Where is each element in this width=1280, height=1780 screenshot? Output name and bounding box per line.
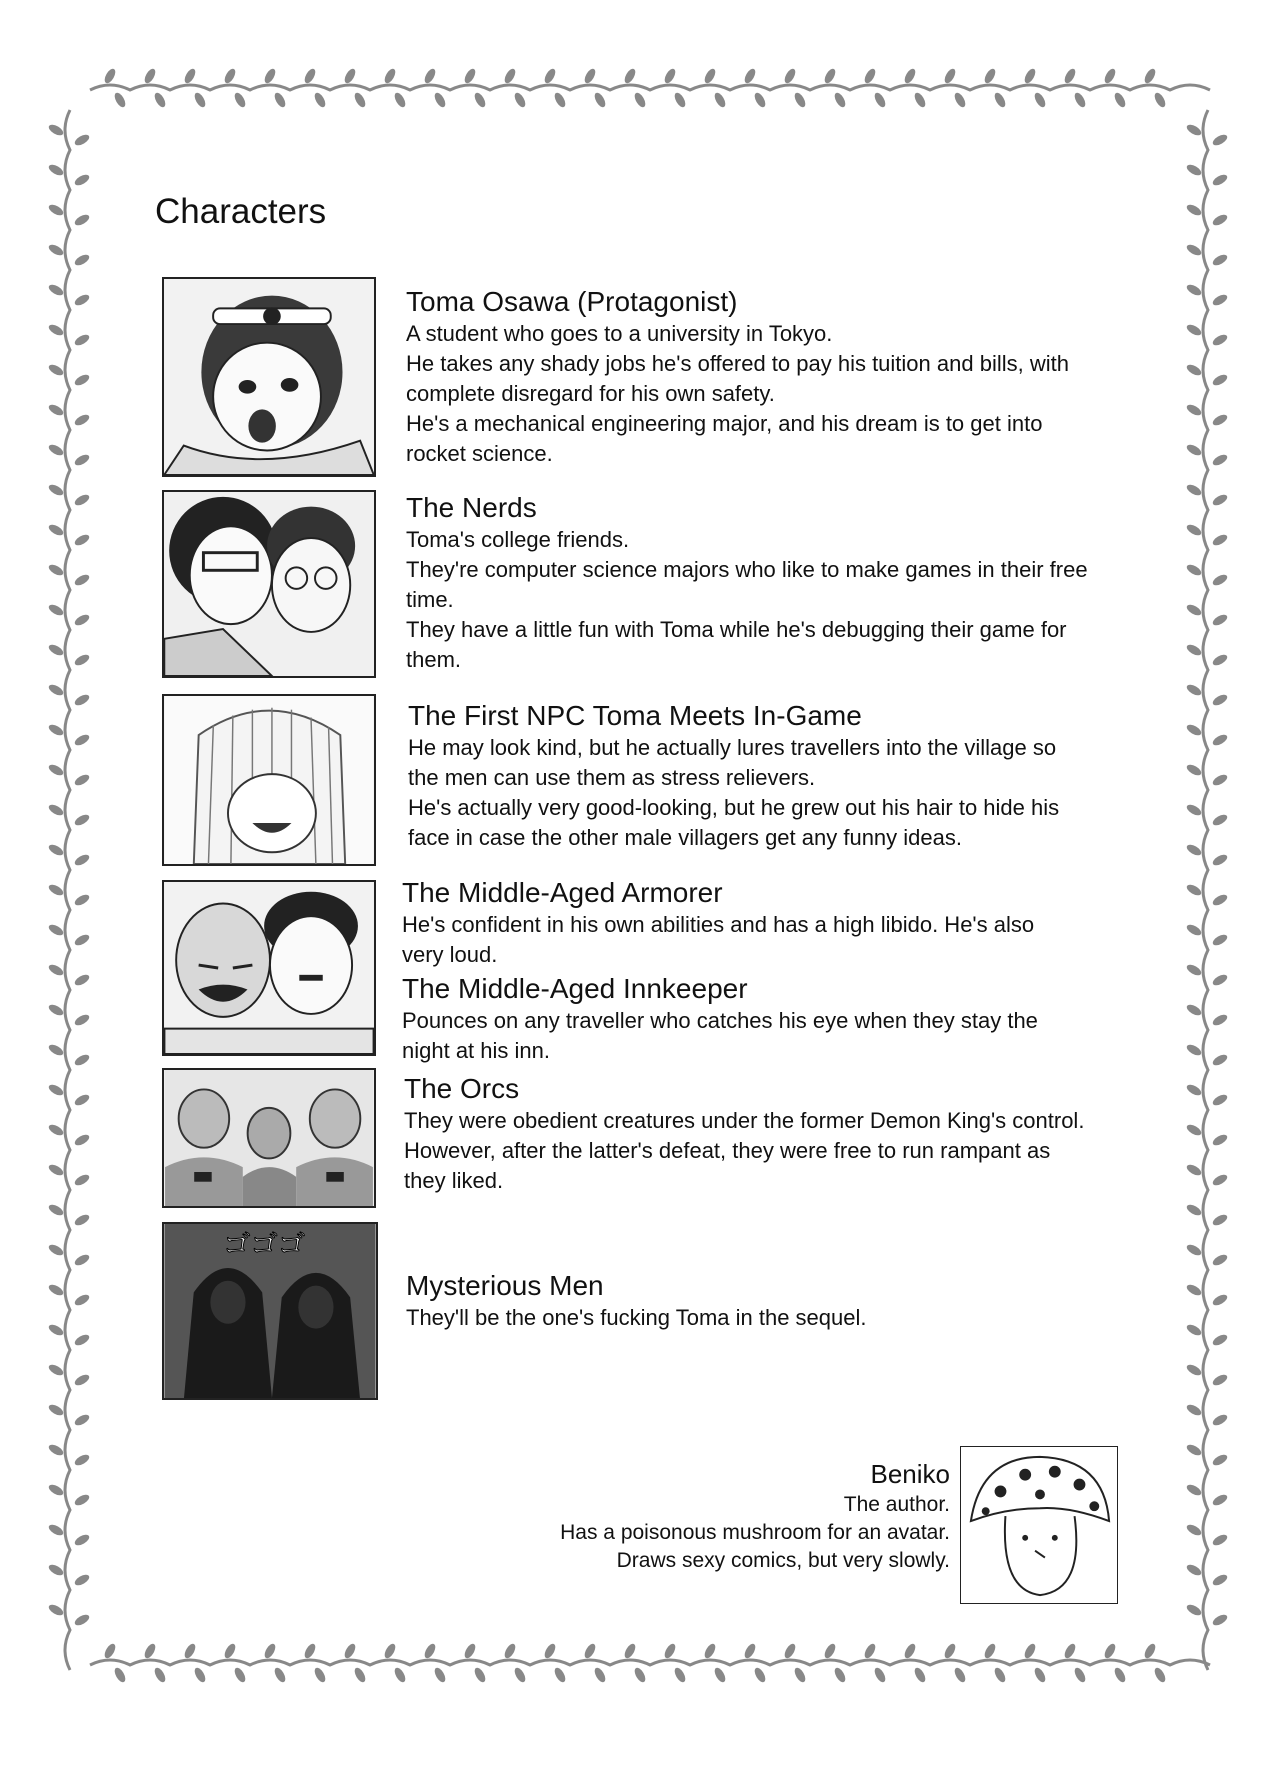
description-line: them. xyxy=(406,647,462,672)
author-name: Beniko xyxy=(870,1459,950,1489)
character-description xyxy=(406,525,1206,675)
description-line: very loud. xyxy=(402,942,498,967)
character-name: The First NPC Toma Meets In-Game xyxy=(408,700,862,731)
npc-portrait xyxy=(162,694,376,866)
description-line: complete disregard for his own safety. xyxy=(406,381,775,406)
description-line: They'll be the one's fucking Toma in the sequel. xyxy=(406,1305,867,1330)
toma-portrait xyxy=(162,277,376,477)
character-name: The Orcs xyxy=(404,1073,520,1104)
description-line: He's confident in his own abilities and has a high libido. He's also xyxy=(402,912,1035,937)
author-entry xyxy=(560,1458,950,1575)
character-entry xyxy=(402,877,1202,970)
character-name: Toma Osawa (Protagonist) xyxy=(406,286,738,317)
description-line: rocket science. xyxy=(406,441,553,466)
armorer-innkeeper-portrait xyxy=(162,880,376,1056)
description-line: the men can use them as stress relievers. xyxy=(408,765,816,790)
description-line: night at his inn. xyxy=(402,1038,550,1063)
author-description xyxy=(560,1491,950,1575)
orcs-portrait xyxy=(162,1068,376,1208)
description-line: Has a poisonous mushroom for an avatar. xyxy=(560,1521,950,1544)
svg-text:ゴゴゴ: ゴゴゴ xyxy=(223,1229,306,1261)
description-line: Pounces on any traveller who catches his eye when they stay the xyxy=(402,1008,1038,1033)
description-line: However, after the latter's defeat, they were free to run rampant as xyxy=(404,1138,1051,1163)
character-name: The Middle-Aged Armorer xyxy=(402,877,723,908)
mushroom-avatar-icon xyxy=(960,1446,1118,1604)
character-name: The Middle-Aged Innkeeper xyxy=(402,973,748,1004)
description-line: He's actually very good-looking, but he grew out his hair to hide his xyxy=(408,795,1060,820)
character-name: The Nerds xyxy=(406,492,537,523)
description-line: they liked. xyxy=(404,1168,504,1193)
description-line: He's a mechanical engineering major, and his dream is to get into xyxy=(406,411,1043,436)
nerds-portrait xyxy=(162,490,376,678)
description-line: face in case the other male villagers get any funny ideas. xyxy=(408,825,962,850)
character-entry xyxy=(408,700,1198,853)
character-description xyxy=(402,910,1202,970)
description-line: They're computer science majors who like to make games in their free xyxy=(406,557,1088,582)
description-line: Draws sexy comics, but very slowly. xyxy=(616,1549,950,1572)
character-name: Mysterious Men xyxy=(406,1270,604,1301)
character-description xyxy=(406,319,1196,469)
description-line: He may look kind, but he actually lures travellers into the village so xyxy=(408,735,1057,760)
description-line: A student who goes to a university in Tokyo. xyxy=(406,321,833,346)
character-entry xyxy=(404,1073,1204,1196)
character-entry xyxy=(406,286,1196,469)
mysterious-men-portrait xyxy=(162,1222,378,1400)
character-description xyxy=(406,1303,1206,1333)
character-description xyxy=(402,1006,1202,1066)
character-description xyxy=(404,1106,1204,1196)
description-line: He takes any shady jobs he's offered to pay his tuition and bills, with xyxy=(406,351,1069,376)
description-line: Toma's college friends. xyxy=(406,527,630,552)
page-title: Characters xyxy=(155,192,327,231)
description-line: time. xyxy=(406,587,454,612)
description-line: The author. xyxy=(843,1493,950,1516)
description-line: They were obedient creatures under the former Demon King's control. xyxy=(404,1108,1085,1133)
character-entry xyxy=(406,492,1206,675)
description-line: They have a little fun with Toma while he's debugging their game for xyxy=(406,617,1067,642)
character-description xyxy=(408,733,1198,853)
character-entry xyxy=(406,1270,1206,1333)
character-entry xyxy=(402,973,1202,1066)
